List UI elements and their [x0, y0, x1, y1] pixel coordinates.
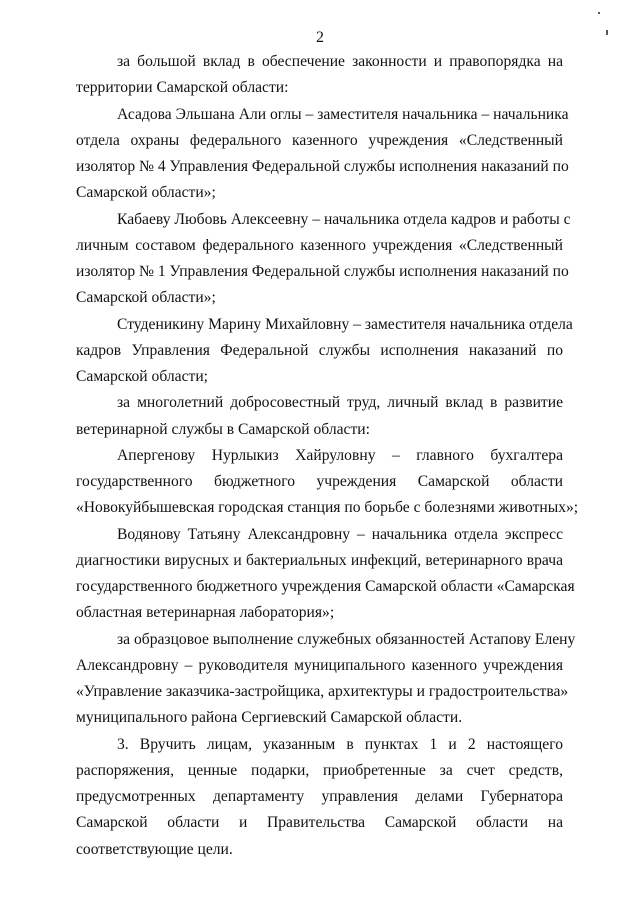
text-line: государственного бюджетного учреждения Самарской области «Самарская: [76, 578, 575, 595]
text-line: ветеринарной службы в Самарской области:: [76, 420, 370, 438]
text-line: государственного бюджетного учреждения Самарской области: [76, 473, 563, 490]
scan-speck: [606, 30, 608, 35]
text-line: муниципального района Сергиевский Самарской области.: [76, 709, 463, 727]
paragraph: [76, 735, 563, 866]
text-line: за многолетний добросовестный труд, личный вклад в развитие: [117, 394, 563, 412]
page-number: 2: [316, 29, 324, 46]
text-line: Самарской области»;: [76, 184, 216, 202]
text-line: территории Самарской области:: [76, 79, 289, 97]
text-line: Самарской области;: [76, 368, 209, 385]
text-line: «Новокуйбышевская городская станция по борьбе с болезнями животных»;: [76, 499, 579, 517]
text-line: Самарской области»;: [76, 289, 216, 307]
paragraph: [76, 52, 563, 105]
text-line: «Управление заказчика-застройщика, архитектуры и градостроительства»: [76, 683, 569, 700]
text-line: кадров Управления Федеральной службы исполнения наказаний по: [76, 341, 563, 359]
text-line: Самарской области и Правительства Самарской области на: [76, 814, 563, 832]
text-line: за образцовое выполнение служебных обязанностей Астапову Елену: [117, 630, 576, 648]
text-line: личным составом федерального казенного учреждения «Следственный: [76, 236, 563, 254]
text-line: областная ветеринарная лаборатория»;: [76, 604, 335, 622]
paragraph: [76, 446, 579, 525]
document-body: [76, 52, 579, 866]
text-line: Водянову Татьяну Александровну – начальника отдела экспресс: [117, 525, 563, 543]
paragraph: [76, 525, 575, 630]
paragraph: [76, 105, 569, 210]
text-line: распоряжения, ценные подарки, приобретенные за счет средств,: [76, 761, 563, 779]
text-line: Апергенову Нурлыкиз Хайруловну – главного бухгалтера: [117, 446, 563, 464]
text-line: изолятор № 4 Управления Федеральной службы исполнения наказаний по: [76, 158, 569, 175]
text-line: изолятор № 1 Управления Федеральной службы исполнения наказаний по: [76, 263, 569, 280]
text-line: отдела охраны федерального казенного учреждения «Следственный: [76, 131, 563, 149]
text-line: соответствующие цели.: [76, 840, 233, 858]
text-line: за большой вклад в обеспечение законности и правопорядка на: [117, 53, 563, 70]
paragraph: [76, 393, 563, 446]
text-line: предусмотренных департаменту управления делами Губернатора: [76, 788, 563, 805]
text-line: Александровну – руководителя муниципального казенного учреждения: [76, 656, 563, 674]
paragraph: [76, 315, 573, 394]
text-line: Кабаеву Любовь Алексеевну – начальника отдела кадров и работы с: [117, 210, 571, 228]
text-line: диагностики вирусных и бактериальных инфекций, ветеринарного врача: [76, 551, 563, 569]
text-line: Асадова Эльшана Али оглы – заместителя начальника – начальника: [117, 105, 569, 123]
text-line: Студеникину Марину Михайловну – заместителя начальника отдела: [117, 315, 573, 333]
scan-speck: [598, 12, 600, 14]
text-line: 3. Вручить лицам, указанным в пунктах 1 и 2 настоящего: [117, 735, 563, 753]
paragraph: [76, 630, 576, 735]
paragraph: [76, 210, 571, 315]
